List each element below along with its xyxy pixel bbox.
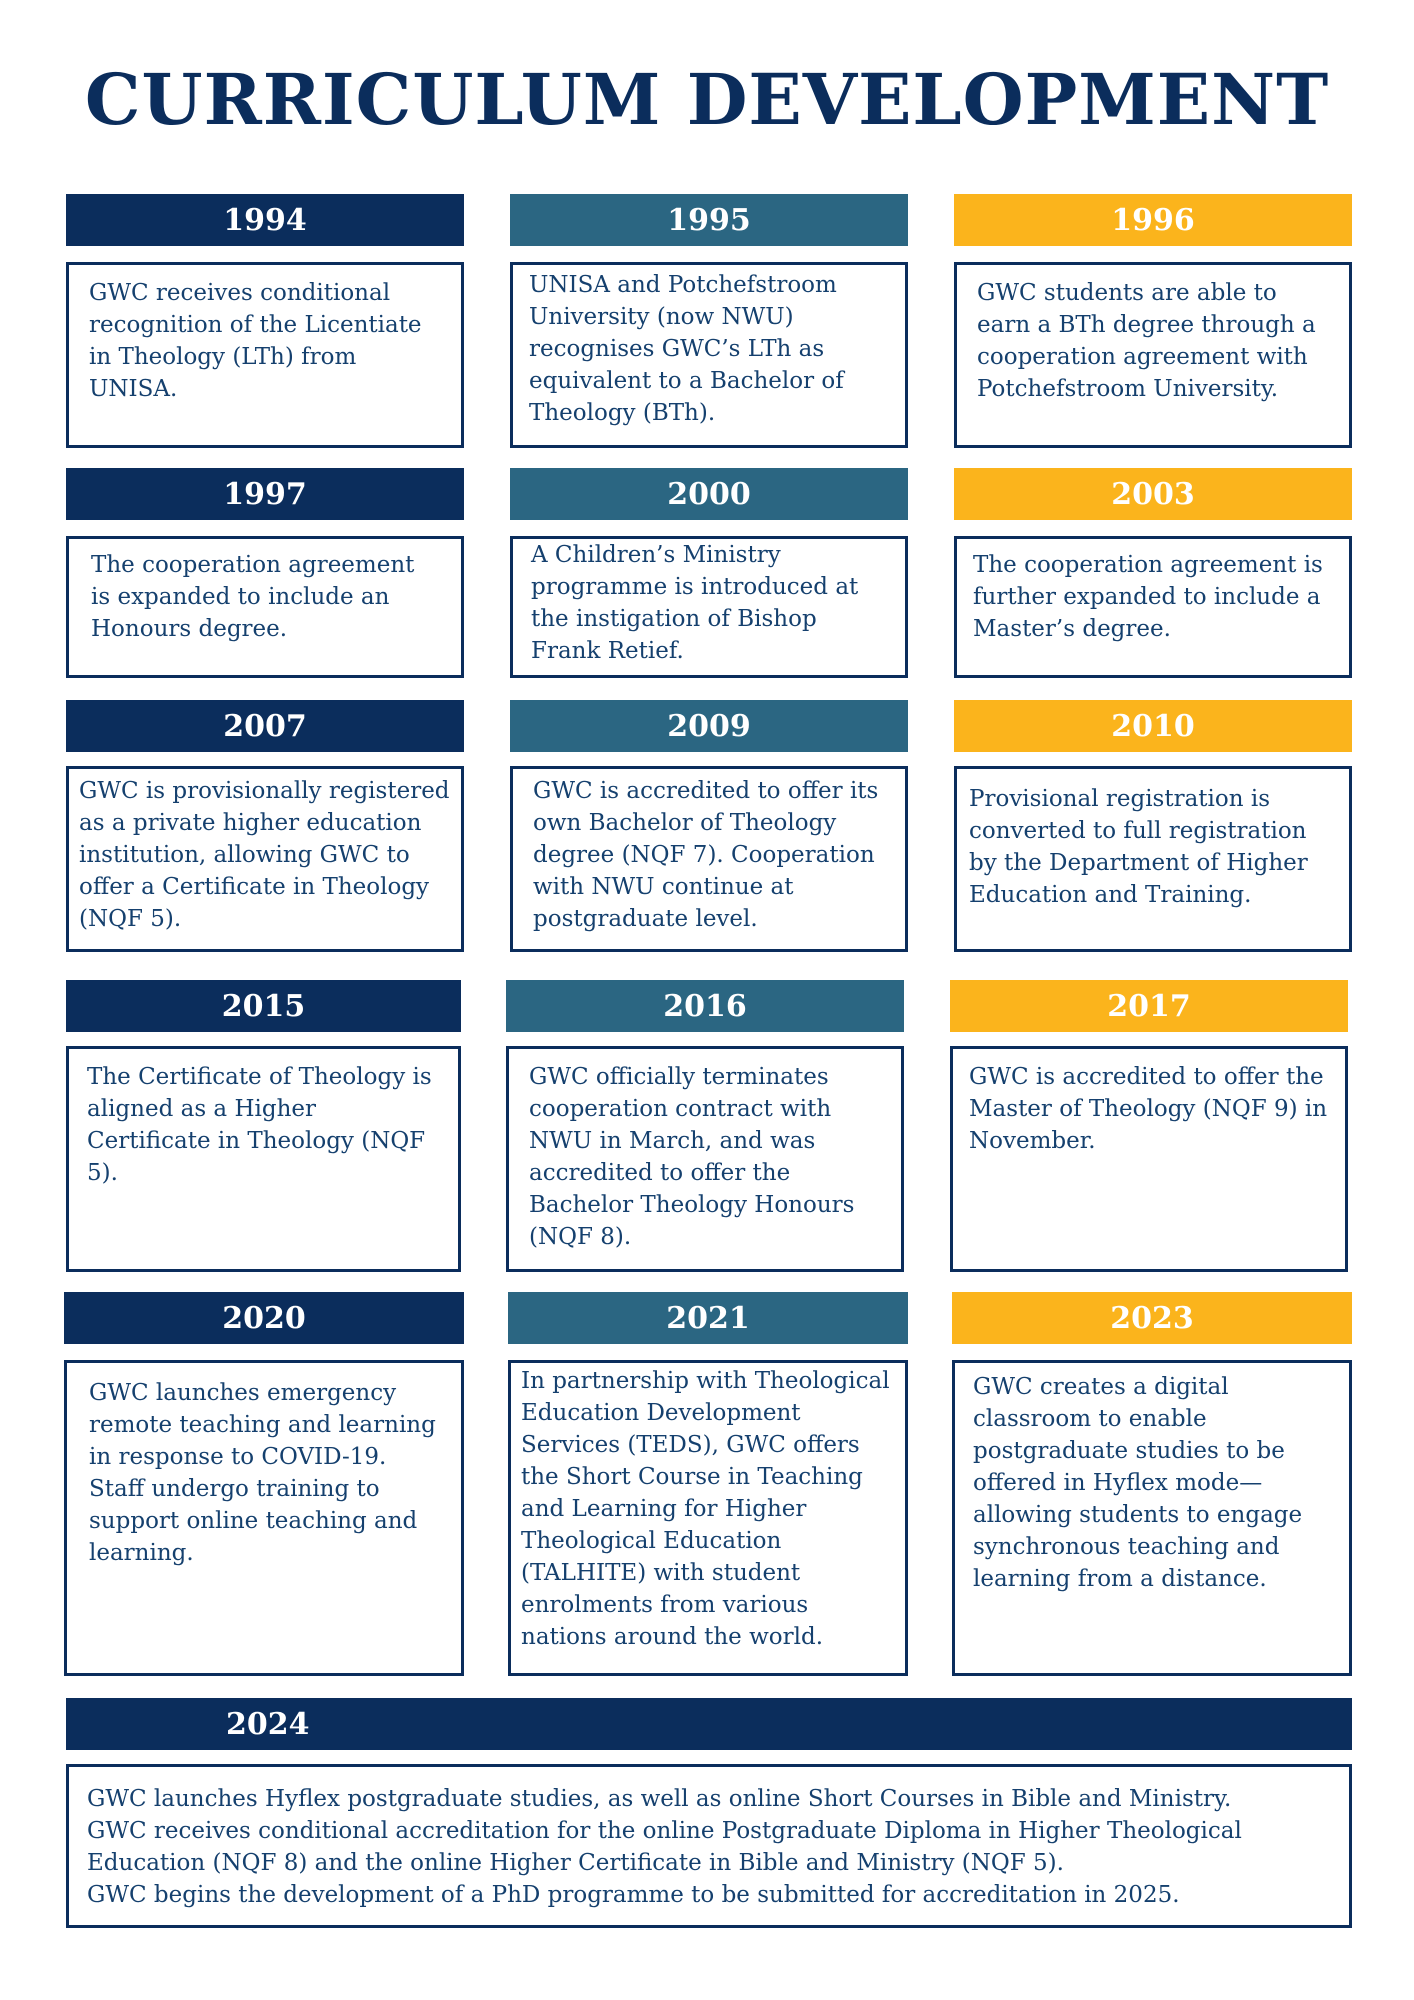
year-header-2020: 2020: [64, 1292, 464, 1344]
event-box-2024: [66, 1764, 1352, 1928]
year-header-1994: 1994: [66, 194, 464, 246]
event-box-2007: GWC is provisionally registered as a private higher education institution, allowing GWC to offer a Certificate in Theology (NQF 5).: [66, 766, 464, 952]
year-header-2017: 2017: [950, 980, 1348, 1032]
event-box-1996: GWC students are able to earn a BTh degree through a cooperation agreement with Potchefstroom University.: [954, 262, 1352, 448]
year-header-2003: 2003: [954, 468, 1352, 520]
event-box-1997: The cooperation agreement is expanded to include an Honours degree.: [66, 536, 464, 678]
page-title: CURRICULUM DEVELOPMENT: [84, 58, 1330, 141]
event-box-2021: In partnership with Theological Education Development Services (TEDS), GWC offers the Short Course in Teaching and Learning for Higher Theological Education (TALHITE) with student enrolments from various nations around the world.: [508, 1360, 908, 1676]
year-header-2016: 2016: [506, 980, 904, 1032]
event-box-2016: GWC officially terminates cooperation contract with NWU in March, and was accredited to offer the Bachelor Theology Honours (NQF 8).: [506, 1046, 904, 1272]
event-line: GWC launches Hyflex postgraduate studies, as well as online Short Courses in Bible and Ministry.: [87, 1786, 1232, 1812]
year-header-2010: 2010: [954, 700, 1352, 752]
event-line: GWC begins the development of a PhD programme to be submitted for accreditation in 2025.: [87, 1882, 1180, 1908]
year-header-1996: 1996: [954, 194, 1352, 246]
year-header-1995: 1995: [510, 194, 908, 246]
year-header-2024: 2024: [66, 1698, 1352, 1750]
year-header-2021: 2021: [508, 1292, 908, 1344]
event-box-2015: The Certificate of Theology is aligned as a Higher Certificate in Theology (NQF 5).: [66, 1046, 461, 1272]
event-box-2020: GWC launches emergency remote teaching and learning in response to COVID-19. Staff undergo training to support online teaching and learning.: [64, 1360, 464, 1676]
event-box-2023: GWC creates a digital classroom to enable postgraduate studies to be offered in Hyflex mode—allowing students to engage synchronous teaching and learning from a distance.: [952, 1360, 1352, 1676]
year-header-2000: 2000: [510, 468, 908, 520]
year-header-2015: 2015: [66, 980, 461, 1032]
event-box-2009: GWC is accredited to offer its own Bachelor of Theology degree (NQF 7). Cooperation with NWU continue at postgraduate level.: [510, 766, 908, 952]
year-header-2009: 2009: [510, 700, 908, 752]
event-box-2010: Provisional registration is converted to full registration by the Department of Higher Education and Training.: [954, 766, 1352, 952]
year-header-2023: 2023: [952, 1292, 1352, 1344]
event-box-1995: UNISA and Potchefstroom University (now NWU) recognises GWC’s LTh as equivalent to a Bachelor of Theology (BTh).: [510, 262, 908, 448]
event-box-2003: The cooperation agreement is further expanded to include a Master’s degree.: [954, 536, 1352, 678]
event-box-2000: A Children’s Ministry programme is introduced at the instigation of Bishop Frank Retief.: [510, 536, 908, 678]
event-line: GWC receives conditional accreditation for the online Postgraduate Diploma in Higher Theological Education (NQF 8) and the online Higher Certificate in Bible and Ministry (NQF 5).: [87, 1818, 1242, 1876]
year-header-1997: 1997: [66, 468, 464, 520]
year-header-2007: 2007: [66, 700, 464, 752]
event-box-1994: GWC receives conditional recognition of the Licentiate in Theology (LTh) from UNISA.: [66, 262, 464, 448]
event-box-2017: GWC is accredited to offer the Master of Theology (NQF 9) in November.: [950, 1046, 1348, 1272]
